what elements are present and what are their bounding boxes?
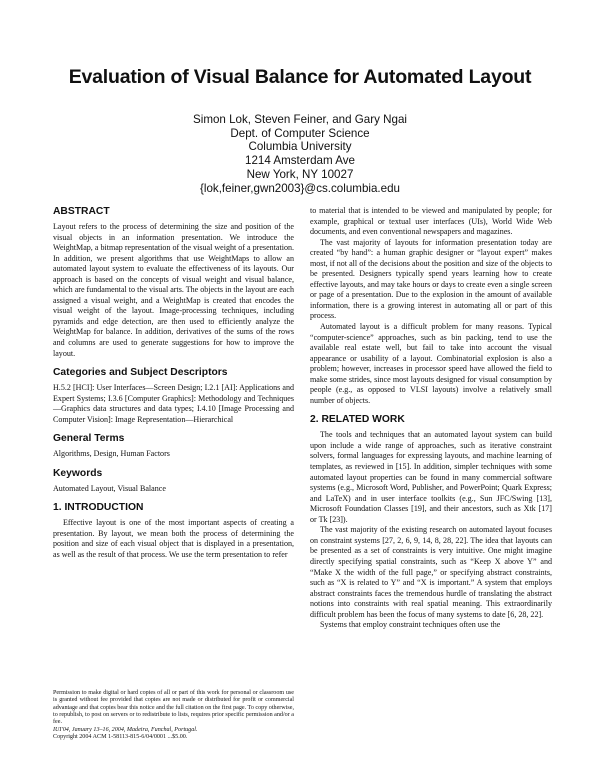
author-department: Dept. of Computer Science bbox=[230, 126, 370, 140]
author-names: Simon Lok, Steven Feiner, and Gary Ngai bbox=[193, 113, 407, 126]
general-terms-heading: General Terms bbox=[53, 433, 125, 445]
abstract-text: Layout refers to the process of determining the size and position of the visual objects in an information presentation. We introduce the WeightMap, a bitmap representation of the visual weight of a presentation. In addition, we present algorithms that use WeightMaps to allow an automated layout system to evaluate the effectiveness of its layouts. Our approach is based on the concepts of visual weight and visual balance, which are fundamental to the visual arts. The objects in the layout are each assigned a visual weight, and a WeightMap is created that encodes the visual weight of the layout. Image-processing techniques, including pyramids and edge detection, are then used to efficiently analyze the WeightMap for balance. In addition, derivatives of the sums of the rows and columns are used to generate suggestions for how to improve the layout. bbox=[53, 222, 294, 358]
intro-continued-text: to material that is intended to be viewed and manipulated by people; for example, graphical or textual user interfaces (UIs), World Wide Web documents, and even conventional newspapers and magazines. bbox=[310, 206, 552, 237]
author-email: {lok,feiner,gwn2003}@cs.columbia.edu bbox=[200, 181, 400, 195]
related-work-paragraph-1: The tools and techniques that an automated layout system can build upon include a wide range of approaches, such as iterative constraint solvers, formal languages for expressing layouts, and machine learning of templates, as reviewed in [15]. In addition, simpler techniques with some automated layout properties can be found in many commercial software systems (e.g., Microsoft Word, Publisher, and PowerPoint; Quark Express; and LaTeX) and in user interface toolkits (e.g., Sun JFC/Swing [13], Microsoft Foundation Classes [19], and their ancestors, such as Xtk [17] or Tk [23]). bbox=[310, 430, 552, 524]
general-terms-text: Algorithms, Design, Human Factors bbox=[53, 449, 170, 459]
right-column bbox=[310, 206, 552, 631]
intro-paragraph-3: Automated layout is a difficult problem for many reasons. Typical “computer-science” approaches, such as bin packing, tend to use the available real estate well, but fail to take into account the visual appearance or usability of a layout. Combinatorial explosion is also a problem; however, increases in processor speed have allowed the field to make some strides, since most layouts designed for visual consumption by people (e.g., as opposed to VLSI layouts) involve a relatively small number of objects. bbox=[310, 322, 552, 405]
keywords-text: Automated Layout, Visual Balance bbox=[53, 483, 166, 493]
related-work-paragraph-2: The vast majority of the existing research on automated layout focuses on constraint systems [27, 2, 6, 9, 14, 8, 28, 22]. The idea that layouts can be presented as a set of constraints is very intuitive. One might imagine directly specifying spatial constraints, such as “Keep X above Y” and “Make X the width of the full page,” or specifying abstract constraints, such as “X is related to Y” and “X is important.” A system that employs abstract constraints faces the tremendous hurdle of translating the abstract notions into constraints with real spatial meaning. This extraordinarily difficult problem has been the focus of many systems to date [6, 28, 22]. bbox=[310, 525, 552, 619]
categories-heading: Categories and Subject Descriptors bbox=[53, 367, 228, 379]
permission-text: Permission to make digital or hard copies of all or part of this work for personal or classroom use is granted without fee provided that copies are not made or distributed for profit or commercial advantage and that copies bear this notice and the full citation on the first page. To copy otherwise, to republish, to post on servers or to redistribute to lists, requires prior specific permission and/or a fee. bbox=[53, 690, 294, 726]
introduction-heading: 1. INTRODUCTION bbox=[53, 502, 144, 514]
author-street: 1214 Amsterdam Ave bbox=[245, 154, 355, 168]
venue-text: IUI'04, January 13–16, 2004, Madeira, Funchal, Portugal. bbox=[53, 726, 198, 733]
author-university: Columbia University bbox=[248, 140, 352, 154]
categories-text: H.5.2 [HCI]: User Interfaces—Screen Design; I.2.1 [AI]: Applications and Expert Systems; I.3.6 [Computer Graphics]: Methodology and Techniques—Graphics data structures and data types; I.4.10 [Image Processing and Computer Vision]: Image Representation—Hierarchical bbox=[53, 383, 294, 424]
intro-paragraph-2: The vast majority of layouts for information presentation today are created “by hand”: a human graphic designer or “layout expert” makes most, if not all of the decisions about the position and size of the objects to be presented. Designers typically spend years learning how to create effective layouts, and may take hours or days to create even a single screen or page of a presentation. Due to the explosion in the amount of available information, there is a growing interest in automating all or part of this process. bbox=[310, 237, 552, 321]
left-column bbox=[53, 206, 294, 676]
paper-title: Evaluation of Visual Balance for Automated Layout bbox=[68, 66, 532, 88]
keywords-heading: Keywords bbox=[53, 467, 103, 479]
author-city: New York, NY 10027 bbox=[246, 167, 354, 181]
abstract-heading: ABSTRACT bbox=[53, 206, 110, 217]
related-work-paragraph-3: Systems that employ constraint techniques often use the bbox=[320, 620, 501, 630]
related-work-heading: 2. RELATED WORK bbox=[310, 414, 405, 426]
copyright-notice bbox=[53, 690, 294, 741]
introduction-text: Effective layout is one of the most important aspects of creating a presentation. By layout, we mean both the process of determining the position and size of each visual object that is displayed in a presentation, as well as the result of that process. We use the term presentation to refer bbox=[53, 518, 294, 560]
author-block bbox=[100, 113, 500, 195]
copyright-line: Copyright 2004 ACM 1-58113-815-6/04/0001 ...$5.00. bbox=[53, 734, 188, 741]
